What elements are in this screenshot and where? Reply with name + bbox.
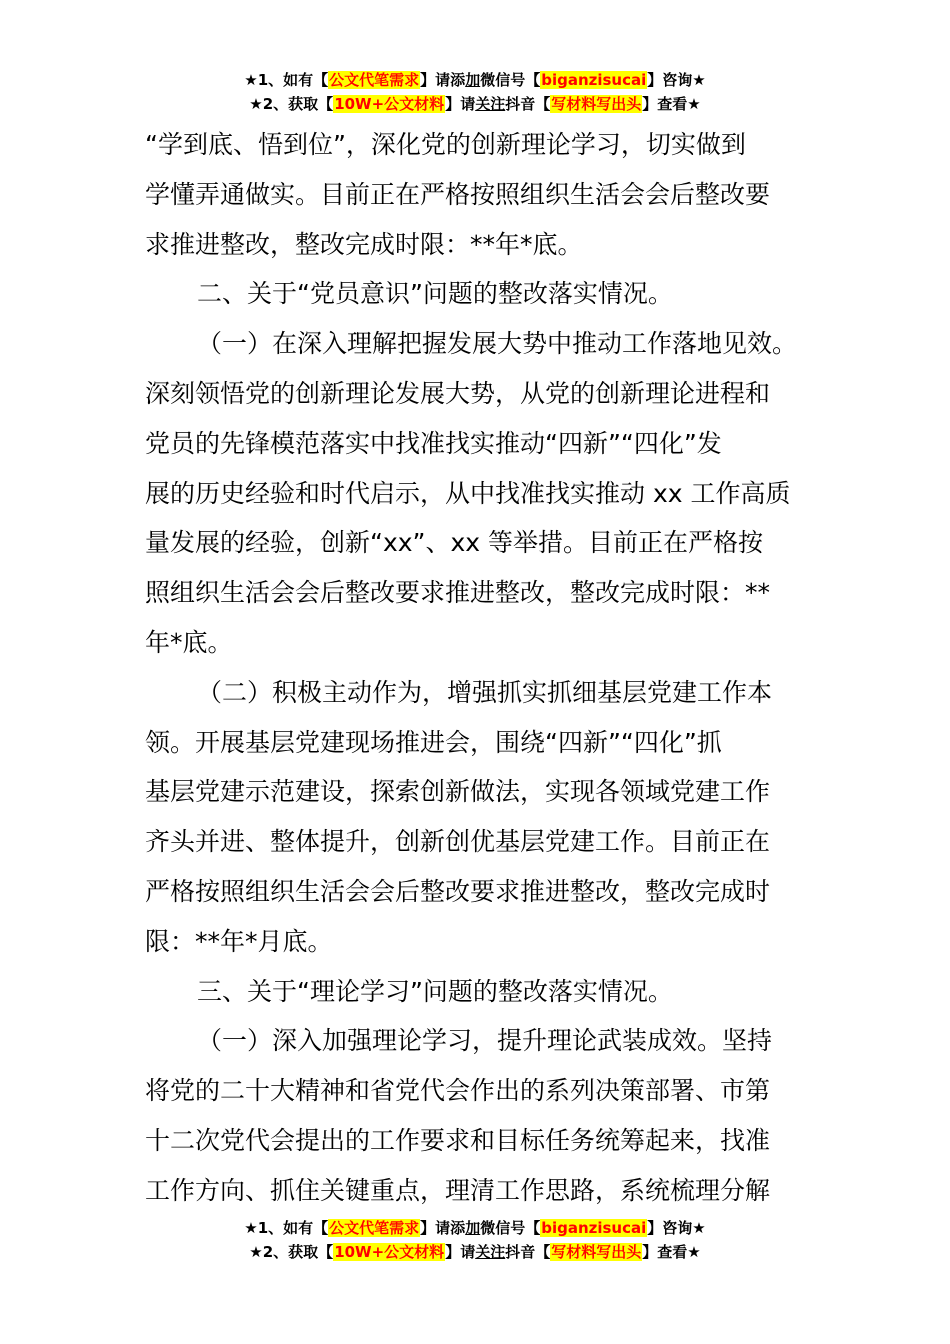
body-line: 严格按照组织生活会会后整改要求推进整改，整改完成时	[145, 876, 771, 906]
banner-highlight: 公文代笔需求	[329, 1219, 420, 1237]
banner-highlight: 10W+公文材料	[334, 95, 445, 113]
banner-highlight: biganzisucai	[541, 1219, 647, 1237]
body-line: 展的历史经验和时代启示，从中找准找实推动 xx 工作高质	[145, 478, 791, 508]
subsection-heading: （二）积极主动作为，增强抓实抓细基层党建工作本	[197, 677, 773, 707]
banner-text: 微信号【	[480, 1219, 541, 1237]
banner-highlight: 写材料写出头	[551, 1243, 642, 1261]
banner-text: 】请	[445, 1243, 476, 1261]
body-line: 齐头并进、整体提升，创新创优基层党建工作。目前正在	[145, 827, 771, 857]
banner-text: 】请	[445, 95, 476, 113]
banner-highlight: biganzisucai	[541, 71, 647, 89]
banner-text: ★1、如有【	[244, 71, 329, 89]
banner-underlined: 关注	[475, 95, 506, 113]
section-heading: 三、关于“理论学习”问题的整改落实情况。	[197, 976, 673, 1006]
banner-text: 】咨询★	[647, 71, 706, 89]
body-line: 学懂弄通做实。目前正在严格按照组织生活会会后整改要	[145, 179, 771, 209]
banner-text: 】请添	[420, 1219, 466, 1237]
banner-text: 微信号【	[480, 71, 541, 89]
banner-line-2	[0, 1240, 950, 1264]
document-body	[145, 120, 809, 1216]
body-line: 基层党建示范建设，探索创新做法，实现各领域党建工作	[145, 777, 771, 807]
body-line: 工作方向、抓住关键重点，理清工作思路，系统梳理分解	[145, 1175, 771, 1205]
section-heading: 二、关于“党员意识”问题的整改落实情况。	[197, 279, 673, 309]
body-line: 将党的二十大精神和省党代会作出的系列决策部署、市第	[145, 1076, 771, 1106]
banner-underlined: 关注	[475, 1243, 506, 1261]
body-line: 党员的先锋模范落实中找准找实推动“四新”“四化”发	[145, 428, 722, 458]
banner-underlined: 加	[465, 71, 481, 89]
subsection-heading: （一）深入加强理论学习，提升理论武装成效。坚持	[197, 1026, 773, 1056]
body-line: 年*底。	[145, 627, 233, 657]
header-banner	[0, 68, 950, 116]
body-line: “学到底、悟到位”，深化党的创新理论学习，切实做到	[145, 130, 746, 159]
banner-highlight: 10W+公文材料	[334, 1243, 445, 1261]
body-line: 深刻领悟党的创新理论发展大势，从党的创新理论进程和	[145, 378, 771, 408]
footer-banner	[0, 1216, 950, 1264]
banner-highlight: 公文代笔需求	[329, 71, 420, 89]
body-line: 限：**年*月底。	[145, 926, 333, 956]
subsection-heading: （一）在深入理解把握发展大势中推动工作落地见效。	[197, 329, 798, 359]
body-line: 求推进整改，整改完成时限：**年*底。	[145, 229, 583, 259]
body-line: 照组织生活会会后整改要求推进整改，整改完成时限：**	[145, 578, 771, 608]
banner-text: ★2、获取【	[249, 95, 334, 113]
body-line: 十二次党代会提出的工作要求和目标任务统筹起来，找准	[145, 1125, 771, 1155]
body-line: 领。开展基层党建现场推进会，围绕“四新”“四化”抓	[145, 727, 722, 757]
banner-text: 】查看★	[642, 95, 701, 113]
banner-text: 抖音【	[505, 1243, 551, 1261]
banner-text: 抖音【	[505, 95, 551, 113]
banner-line-1	[0, 1216, 950, 1240]
banner-text: ★2、获取【	[249, 1243, 334, 1261]
banner-line-2	[0, 92, 950, 116]
banner-highlight: 写材料写出头	[551, 95, 642, 113]
banner-text: 】咨询★	[647, 1219, 706, 1237]
banner-text: 】请添	[420, 71, 466, 89]
banner-line-1	[0, 68, 950, 92]
banner-text: ★1、如有【	[244, 1219, 329, 1237]
banner-text: 】查看★	[642, 1243, 701, 1261]
banner-underlined: 加	[465, 1219, 481, 1237]
body-line: 量发展的经验，创新“xx”、xx 等举措。目前正在严格按	[145, 528, 764, 558]
